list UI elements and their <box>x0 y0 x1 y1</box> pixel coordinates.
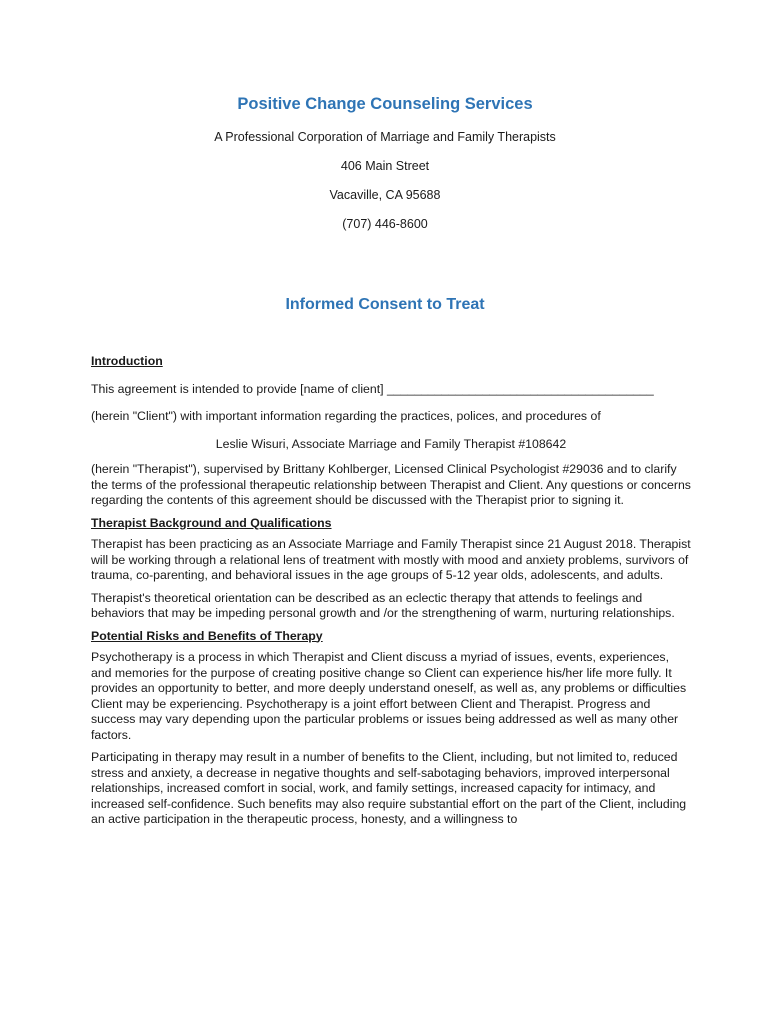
background-paragraph-2: Therapist's theoretical orientation can be described as an eclectic therapy that attends to feelings and behaviors that may be impeding personal growth and /or the strengthening of warm, nurturing relationships. <box>91 590 675 620</box>
document-body <box>91 354 691 835</box>
organization-name: Positive Change Counseling Services <box>237 95 533 113</box>
document-title: Informed Consent to Treat <box>285 296 485 313</box>
section-heading-risks: Potential Risks and Benefits of Therapy <box>91 628 323 643</box>
background-paragraph-1: Therapist has been practicing as an Associate Marriage and Family Therapist since 21 August 2018. Therapist will be working through a relational lens of treatment with mostly with mood and anxiety problems, survivors of trauma, co-parenting, and behavioral issues in the age groups of 5-12 year olds, adolescents, and adults. <box>91 537 691 582</box>
risks-paragraph-1: Psychotherapy is a process in which Therapist and Client discuss a myriad of issues, events, experiences, and memories for the purpose of creating positive change so Client can experience his/her life more fully. It provides an opportunity to better, and more deeply understand oneself, as well as, any problems or difficulties Client may be experiencing. Psychotherapy is a joint effort between Client and Therapist. Progress and success may vary depending upon the particular problems or issues being addressed as well as many other factors. <box>91 650 687 742</box>
intro-line-2: (herein "Client") with important information regarding the practices, polices, and procedures of <box>91 409 601 423</box>
intro-client-line: This agreement is intended to provide [name of client] _______________________________________ <box>91 381 654 396</box>
address-street: 406 Main Street <box>340 159 430 173</box>
intro-paragraph: (herein "Therapist"), supervised by Brittany Kohlberger, Licensed Clinical Psychologist #29036 and to clarify the terms of the professional therapeutic relationship between Therapist and Client. Any questions or concerns regarding the contents of this agreement should be discussed with the Therapist prior to signing it. <box>91 462 691 507</box>
section-heading-background: Therapist Background and Qualifications <box>91 515 332 530</box>
phone-number: (707) 446-8600 <box>342 217 428 231</box>
address-city: Vacaville, CA 95688 <box>329 188 441 202</box>
organization-tagline: A Professional Corporation of Marriage and Family Therapists <box>214 130 556 144</box>
therapist-name-line: Leslie Wisuri, Associate Marriage and Family Therapist #108642 <box>215 436 567 451</box>
risks-paragraph-2: Participating in therapy may result in a number of benefits to the Client, including, but not limited to, reduced stress and anxiety, a decrease in negative thoughts and self-sabotaging behaviors, improved interpersonal relationships, increased comfort in social, work, and family settings, increased capacity for intimacy, and increased self-confidence. Such benefits may also require substantial effort on the part of the Client, including an active participation in the therapeutic process, honesty, and a willingness to <box>91 750 687 826</box>
section-heading-introduction: Introduction <box>91 354 163 368</box>
